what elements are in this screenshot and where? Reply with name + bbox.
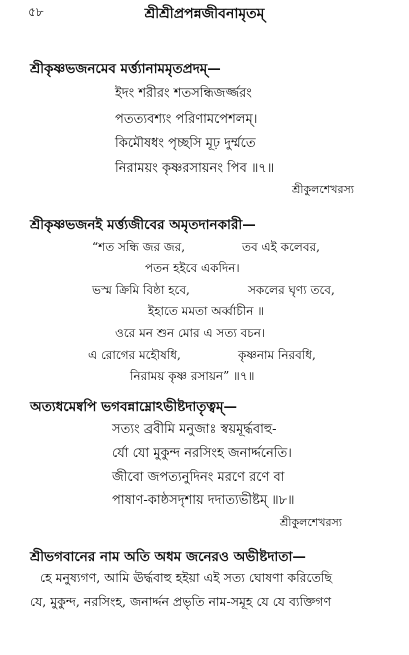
verse-line-left: এ রোগের মহৌষধি, (88, 348, 181, 362)
verse-line: সত্যং ব্রবীমি মনুজাঃ স্বয়মূর্দ্ধবাহু- (112, 422, 277, 437)
verse-line: ইদং শরীরং শতসন্ধিজর্জ্জরং (115, 86, 252, 101)
verse-line: কিমৌষধং পৃচ্ছসি মূঢ় দুর্ম্মতে (115, 136, 256, 151)
verse-line: পতন হইবে একদিন। (145, 261, 240, 275)
verse-line: নিরাময়ং কৃষ্ণরসায়নং পিব ॥৭॥ (115, 161, 275, 176)
attribution: শ্রীকুলশেখরস্য (280, 516, 342, 529)
prose-line: হে মনুষ্যগণ, আমি ঊর্দ্ধবাহু হইয়া এই সত্য ঘোষণা করিতেছি (40, 570, 333, 585)
verse-line-right: কৃষ্ণনাম নিরবধি, (238, 348, 316, 362)
verse-line-right: সকলের ঘৃণ্য তবে, (248, 283, 335, 297)
verse-line: নিরাময় কৃষ্ণ রসায়ন” ॥৭॥ (130, 369, 255, 383)
verse-line: ওরে মন শুন মোর এ সত্য বচন। (115, 326, 266, 340)
prose-line: যে, মুকুন্দ, নরসিংহ, জনার্দ্দন প্রভৃতি নাম-সমূহ যে যে ব্যক্তিগণ (30, 594, 332, 609)
verse-line-right: তব এই কলেবর, (242, 240, 320, 254)
verse-line-left: “শত সন্ধি জর জর, (92, 240, 186, 254)
section-heading: অত্যধমেষ্বপি ভগবন্নাম্নোঽভীষ্টদাতৃত্বম্— (30, 399, 238, 415)
verse-line-left: ভস্ম ক্রিমি বিষ্ঠা হবে, (92, 283, 190, 297)
section-heading: শ্রীকৃষ্ণভজনই মর্ত্ত্যজীবের অমৃতদানকারী— (30, 217, 256, 233)
attribution: শ্রীকুলশেখরস্য (292, 183, 354, 196)
section-heading: শ্রীকৃষ্ণভজনমেব মর্ত্ত্যানামমৃতপ্রদম্— (30, 61, 221, 77)
section-heading: শ্রীভগবানের নাম অতি অধম জনেরও অভীষ্টদাতা— (30, 549, 306, 565)
verse-line: পাষাণ-কাষ্ঠসদৃশায় দদাত্যভীষ্টম্ ॥৮॥ (112, 493, 295, 508)
verse-line: পতত্যবশ্যং পরিণামপেশলম্। (115, 112, 258, 127)
page-number: ৫৮ (28, 5, 44, 19)
verse-line: র্যো যো মুকুন্দ নরসিংহ জনার্দ্দনেতি। (112, 446, 292, 461)
running-title: শ্রীশ্রীপ্রপন্নজীবনামৃতম্ (144, 6, 265, 22)
verse-line: জীবো জপত্যনুদিনং মরণে রণে বা (112, 470, 285, 485)
verse-line: ইহাতে মমতা অর্ব্বাচীন ॥ (148, 304, 265, 318)
